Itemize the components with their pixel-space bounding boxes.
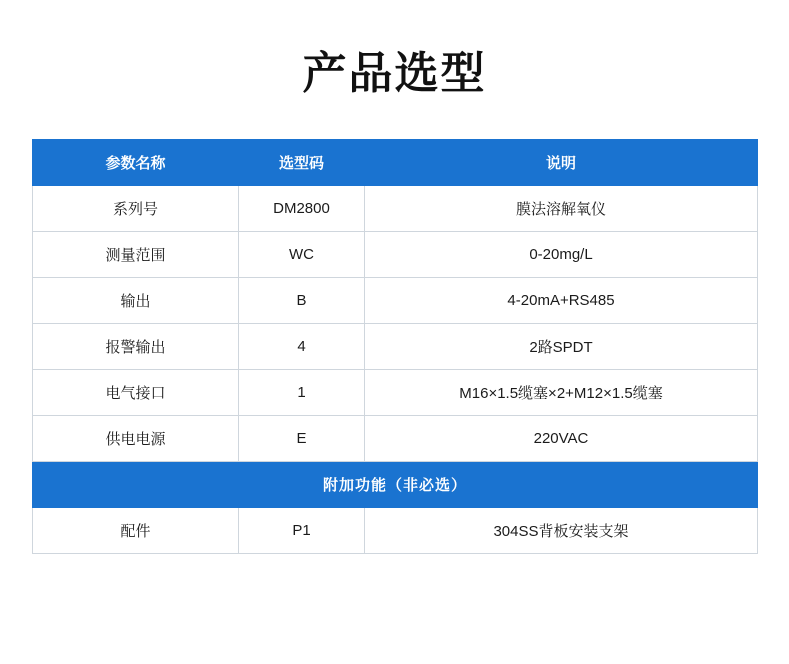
table-row <box>33 507 758 553</box>
cell-description: 304SS背板安装支架 <box>365 507 758 553</box>
cell-parameter-name: 报警输出 <box>33 323 239 369</box>
cell-description: 220VAC <box>365 415 758 461</box>
table-row <box>33 415 758 461</box>
cell-parameter-name: 供电电源 <box>33 415 239 461</box>
cell-selection-code: DM2800 <box>239 185 365 231</box>
page-title: 产品选型 <box>302 48 487 99</box>
table-row <box>33 185 758 231</box>
cell-description: 4-20mA+RS485 <box>365 277 758 323</box>
cell-description: 膜法溶解氧仪 <box>365 185 758 231</box>
cell-selection-code: E <box>239 415 365 461</box>
cell-description: 0-20mg/L <box>365 231 758 277</box>
spec-table-container <box>32 139 757 554</box>
cell-parameter-name: 系列号 <box>33 185 239 231</box>
cell-description: M16×1.5缆塞×2+M12×1.5缆塞 <box>365 369 758 415</box>
table-body <box>33 185 758 553</box>
cell-parameter-name: 配件 <box>33 507 239 553</box>
cell-selection-code: 4 <box>239 323 365 369</box>
table-row <box>33 323 758 369</box>
table-section-row <box>33 461 758 507</box>
header-selection-code: 选型码 <box>239 139 365 185</box>
cell-description: 2路SPDT <box>365 323 758 369</box>
table-row <box>33 277 758 323</box>
cell-parameter-name: 输出 <box>33 277 239 323</box>
table-row <box>33 231 758 277</box>
header-parameter-name: 参数名称 <box>33 139 239 185</box>
table-header <box>33 139 758 185</box>
header-description: 说明 <box>365 139 758 185</box>
cell-selection-code: WC <box>239 231 365 277</box>
section-title-optional-functions: 附加功能（非必选） <box>33 461 758 507</box>
cell-selection-code: 1 <box>239 369 365 415</box>
table-row <box>33 369 758 415</box>
product-selection-table <box>32 139 758 554</box>
table-header-row <box>33 139 758 185</box>
cell-selection-code: P1 <box>239 507 365 553</box>
cell-selection-code: B <box>239 277 365 323</box>
cell-parameter-name: 电气接口 <box>33 369 239 415</box>
cell-parameter-name: 测量范围 <box>33 231 239 277</box>
